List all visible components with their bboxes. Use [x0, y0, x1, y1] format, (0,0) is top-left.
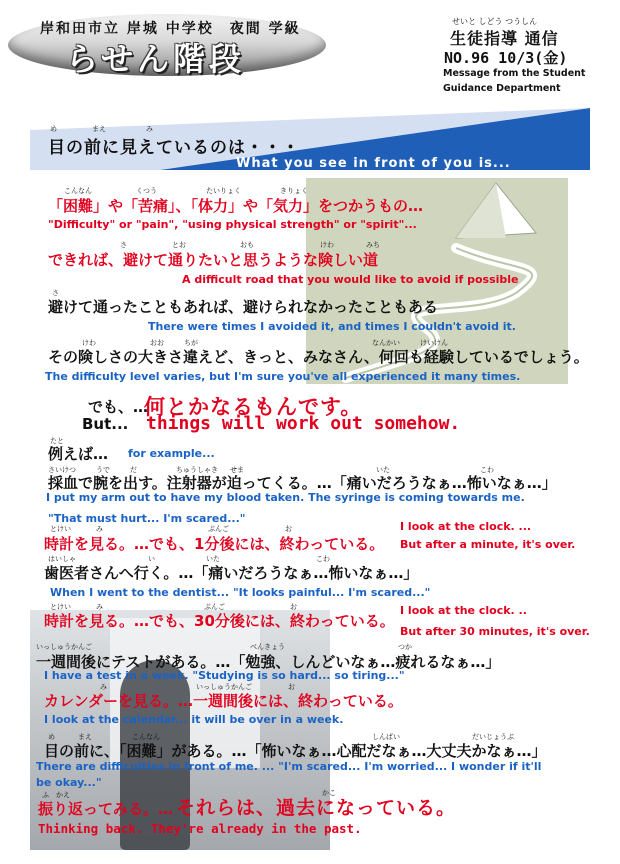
banner-heading: 目の前に見えているのは・・・ [48, 138, 300, 158]
ruby: みち [366, 241, 380, 249]
ruby: とけい [50, 525, 71, 533]
ruby: きりょく [280, 187, 308, 195]
ruby: お [288, 683, 295, 691]
line-en: I put my arm out to have my blood taken. The syringe is coming towards me. [46, 491, 525, 504]
line-jp-emphasis: それらは、過去になっている。 [176, 797, 457, 819]
ruby: だ [130, 466, 137, 474]
guidance-title: 生徒指導 通信 [450, 29, 559, 48]
guidance-ruby: せいと しどう つうしん [452, 17, 538, 26]
ruby: ご [222, 525, 229, 533]
line-jp: その険しさの大きさ違えど、きっと、みなさん、何回も経験しているでしょう。 [48, 348, 589, 366]
ruby: まえ [78, 733, 92, 741]
ruby: けわ [82, 339, 96, 347]
ruby: こんなん [132, 733, 160, 741]
ruby: さいけつ [48, 466, 76, 474]
line-en: There are difficulties in front of me. ... "I'm scared... I'm worried... I wonder if it'll be okay..." [36, 760, 542, 789]
ruby: こんなん [64, 187, 92, 195]
line-en: "That must hurt... I'm scared..." [48, 512, 246, 525]
ruby: いた [376, 466, 390, 474]
ruby: とお [172, 241, 186, 249]
ruby: とけい [50, 603, 71, 611]
line-en-right: I look at the clock. ... [400, 520, 532, 533]
ruby: けいけん [420, 339, 448, 347]
line-jp: 時計を見る。…でも、1分後には、終わっている。 [44, 535, 385, 553]
ruby: かこ [322, 789, 336, 797]
ruby: おも [240, 241, 254, 249]
ruby: つか [398, 643, 412, 651]
ruby: お [285, 525, 292, 533]
school-name: 岸和田市立 岸城 中学校 夜間 学級 [40, 21, 301, 37]
line-en-right: But after a minute, it's over. [400, 538, 576, 551]
ruby: い [148, 555, 155, 563]
ruby: なんかい [372, 339, 400, 347]
line-jp: 目の前に、「困難」がある。…「怖いなぁ…心配だなぁ…大丈夫かなぁ…」 [44, 742, 547, 760]
ruby: いた [206, 555, 220, 563]
line-en: I look at the calendar... it will be over in a week. [44, 713, 344, 726]
ruby: はいしゃ [48, 555, 76, 563]
but-jp-prefix: でも、… [88, 398, 149, 416]
dept-english: Message from the Student Guidance Department [443, 68, 586, 94]
ruby: み [96, 603, 103, 611]
ruby: ぷん [208, 525, 222, 533]
ruby: こわ [316, 555, 330, 563]
line-en: "Difficulty" or "pain", "using physical strength" or "spirit"... [48, 218, 417, 231]
ruby: さ [52, 289, 59, 297]
ruby: ふ かえ [42, 791, 70, 799]
line-en: A difficult road that you would like to avoid if possible [182, 273, 519, 286]
line-jp: 採血で腕を出す。注射器が迫ってくる。…「痛いだろうなぁ…怖いなぁ…」 [48, 474, 557, 492]
ruby: しんぱい [372, 733, 400, 741]
ruby: くつう [136, 187, 157, 195]
newsletter-title: らせん階段 [66, 40, 246, 78]
ruby: お [290, 603, 297, 611]
line-jp: 避けて通ったこともあれば、避けられなかったこともある [48, 298, 439, 316]
ruby: おお [150, 339, 164, 347]
line-en: There were times I avoided it, and times I couldn't avoid it. [148, 320, 516, 333]
line-en: for example... [128, 447, 215, 460]
line-jp: カレンダーを見る。…一週間後には、終わっている。 [44, 692, 403, 710]
ruby: せま [230, 466, 244, 474]
line-jp: 「困難」や「苦痛」、「体力」や「気力」をつかうもの… [48, 197, 424, 215]
line-jp: 振り返ってみる。… [38, 800, 174, 818]
but-en-emphasis: things will work out somehow. [146, 413, 461, 434]
ruby: み [96, 525, 103, 533]
line-jp: できれば、避けて通りたいと思うような険しい道 [48, 251, 379, 269]
ruby: ぷんご [204, 603, 225, 611]
but-jp-emphasis: 何とかなるもんです。 [144, 395, 363, 419]
ruby: め [48, 733, 55, 741]
ruby: め [50, 125, 57, 133]
banner-heading-en: What you see in front of you is... [236, 156, 511, 171]
line-en: When I went to the dentist... "It looks painful... I'm scared..." [50, 586, 431, 599]
ruby: いっしゅうかんご [36, 643, 92, 651]
ruby: けわ [320, 241, 334, 249]
line-en-right: But after 30 minutes, it's over. [400, 625, 590, 638]
ruby: さ [120, 241, 127, 249]
line-jp: 例えば… [48, 445, 109, 463]
ruby: み [100, 683, 107, 691]
but-en-prefix: But... [82, 415, 129, 433]
line-en-right: I look at the clock. .. [400, 604, 527, 617]
ruby: ちが [184, 339, 198, 347]
ruby: まえ [92, 125, 106, 133]
ruby: たいりょく [206, 187, 241, 195]
line-en: The difficulty level varies, but I'm sure you've all experienced it many times. [45, 370, 521, 383]
ruby: ちゅうしゃき [176, 466, 218, 474]
ruby: たと [50, 437, 64, 445]
issue-number: NO.96 10/3(金) [444, 49, 568, 67]
ruby: いっしゅうかんご [196, 683, 252, 691]
ruby: こわ [480, 466, 494, 474]
ruby: だいじょうぶ [472, 733, 514, 741]
ruby: うで [96, 466, 110, 474]
line-jp: 一週間後にテストがある。…「勉強、しんどいなぁ…疲れるなぁ…」 [36, 653, 501, 671]
line-jp: 歯医者さんへ行く。…「痛いだろうなぁ…怖いなぁ…」 [44, 564, 419, 582]
ruby: べんきょう [250, 643, 285, 651]
line-en: I have a test in a week. "Studying is so hard... so tiring..." [44, 669, 405, 682]
line-jp: 時計を見る。…でも、30分後には、終わっている。 [44, 612, 395, 630]
ruby: み [146, 125, 153, 133]
line-en: Thinking back. They're already in the past. [38, 821, 362, 836]
